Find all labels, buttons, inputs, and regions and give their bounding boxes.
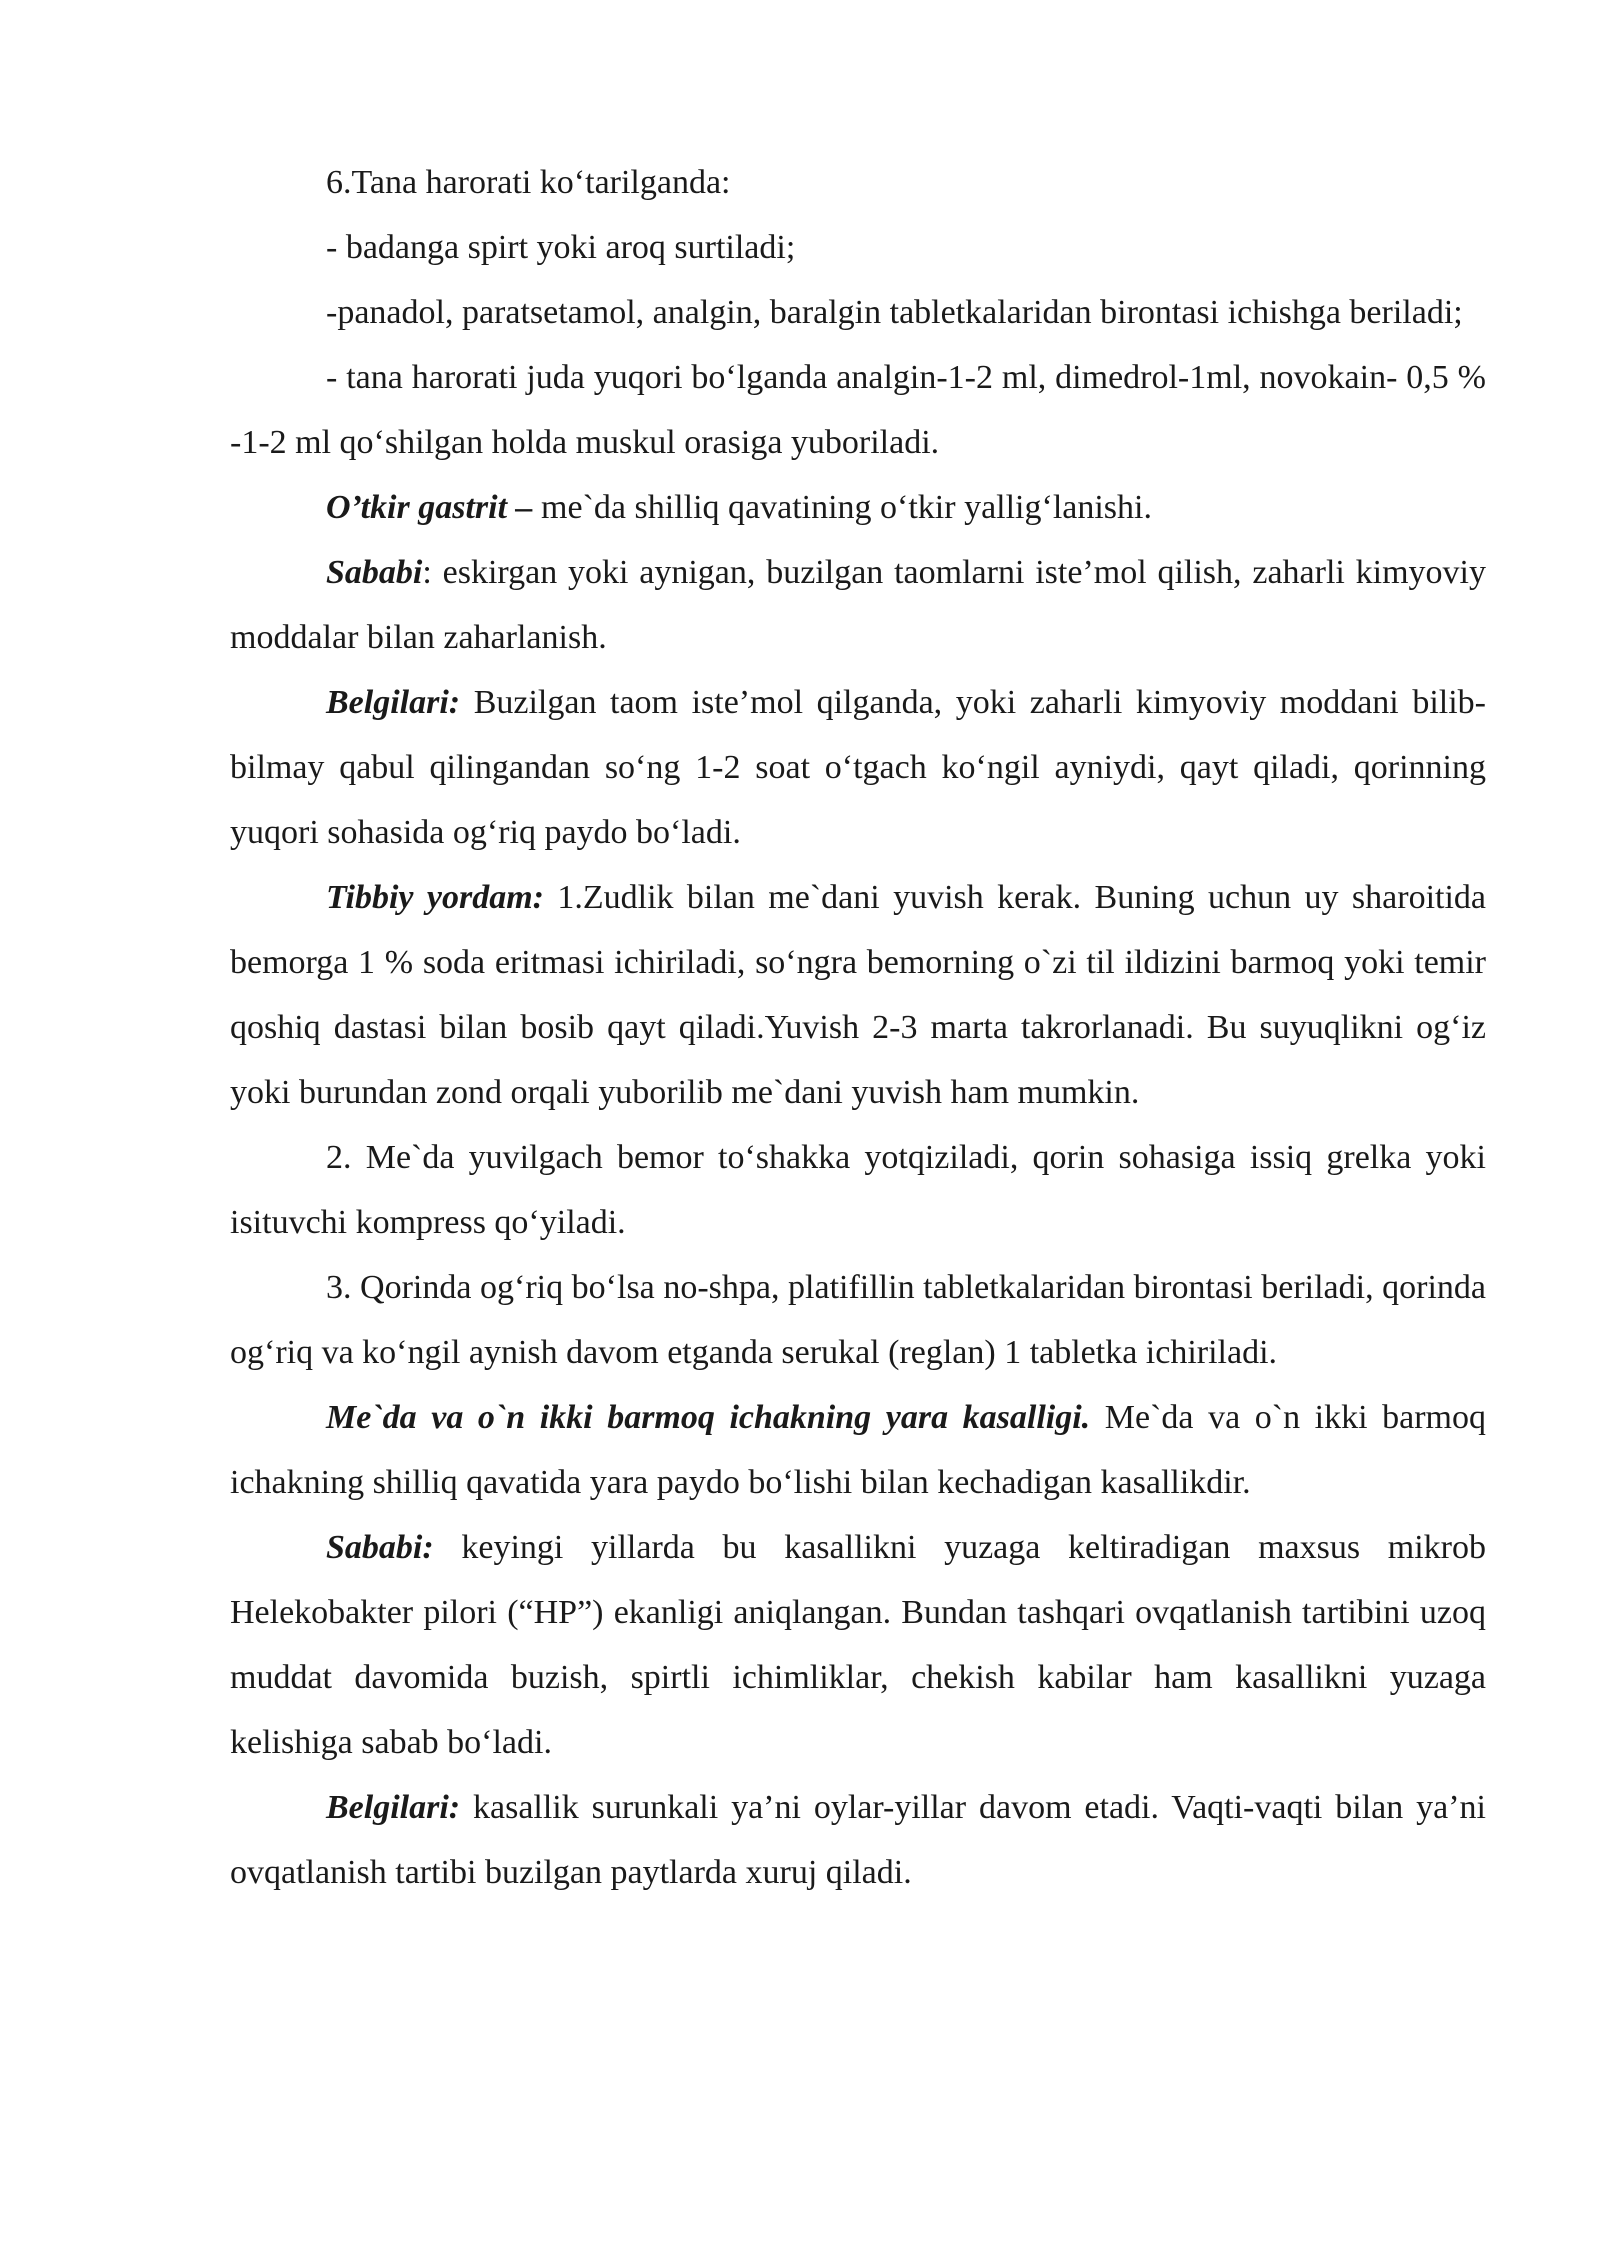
paragraph [230, 1125, 1486, 1255]
paragraph-text: me`da shilliq qavatining o‘tkir yallig‘lanishi. [532, 489, 1152, 526]
paragraph-text: - badanga spirt yoki aroq surtiladi; [326, 229, 796, 266]
paragraph [230, 670, 1486, 865]
paragraph [230, 1775, 1486, 1905]
paragraph-lead: Belgilari: [326, 684, 461, 721]
paragraph [230, 865, 1486, 1125]
paragraph-lead: Tibbiy yordam: [326, 879, 544, 916]
paragraph-text: keyingi yillarda bu kasallikni yuzaga keltiradigan maxsus mikrob Helekobakter pilori (“HP”) ekanligi aniqlangan. Bundan tashqari ovqatlanish tartibini uzoq muddat davomida buzish, spirtli ichimliklar, chekish kabilar ham kasallikni yuzaga kelishiga sabab bo‘ladi. [230, 1529, 1486, 1761]
paragraph-lead: O’tkir gastrit – [326, 489, 533, 526]
paragraph-text: Me`da va o`n ikki barmoq ichakning shilliq qavatida yara paydo bo‘lishi bilan kechadigan kasallikdir. [230, 1399, 1486, 1501]
paragraph-text: Buzilgan taom iste’mol qilganda, yoki zaharli kimyoviy moddani bilib-bilmay qabul qilingandan so‘ng 1-2 soat o‘tgach ko‘ngil ayniydi, qayt qiladi, qorinning yuqori sohasida og‘riq paydo bo‘ladi. [230, 684, 1486, 851]
paragraph-text: -panadol, paratsetamol, analgin, baralgin tabletkalaridan birontasi ichishga beriladi; [326, 294, 1463, 331]
paragraph-lead: Me`da va o`n ikki barmoq ichakning yara kasalligi. [326, 1399, 1091, 1436]
paragraph [230, 1515, 1486, 1775]
paragraph [230, 280, 1486, 345]
paragraph [230, 540, 1486, 670]
paragraph-lead: Sababi: [326, 1529, 434, 1566]
paragraph [230, 215, 1486, 280]
paragraph-text: 6.Tana harorati ko‘tarilganda: [326, 164, 731, 201]
paragraph-text: : eskirgan yoki aynigan, buzilgan taomlarni iste’mol qilish, zaharli kimyoviy moddalar bilan zaharlanish. [230, 554, 1486, 656]
paragraph [230, 1385, 1486, 1515]
paragraph [230, 1255, 1486, 1385]
paragraph-lead: Sababi [326, 554, 423, 591]
paragraph [230, 345, 1486, 475]
paragraph-text: 2. Me`da yuvilgach bemor to‘shakka yotqiziladi, qorin sohasiga issiq grelka yoki isituvchi kompress qo‘yiladi. [230, 1139, 1486, 1241]
paragraph-text: kasallik surunkali ya’ni oylar-yillar davom etadi. Vaqti-vaqti bilan ya’ni ovqatlanish tartibi buzilgan paytlarda xuruj qiladi. [230, 1789, 1486, 1891]
paragraph [230, 150, 1486, 215]
document-body [230, 150, 1486, 1905]
paragraph-lead: Belgilari: [326, 1789, 461, 1826]
paragraph-text: - tana harorati juda yuqori bo‘lganda analgin-1-2 ml, dimedrol-1ml, novokain- 0,5 % -1-2 ml qo‘shilgan holda muskul orasiga yuboriladi. [230, 359, 1486, 461]
paragraph-text: 1.Zudlik bilan me`dani yuvish kerak. Buning uchun uy sharoitida bemorga 1 % soda eritmasi ichiriladi, so‘ngra bemorning o`zi til ildizini barmoq yoki temir qoshiq dastasi bilan bosib qayt qiladi.Yuvish 2-3 marta takrorlanadi. Bu suyuqlikni og‘iz yoki burundan zond orqali yuborilib me`dani yuvish ham mumkin. [230, 879, 1486, 1111]
paragraph-text: 3. Qorinda og‘riq bo‘lsa no-shpa, platifillin tabletkalaridan birontasi beriladi, qorinda og‘riq va ko‘ngil aynish davom etganda serukal (reglan) 1 tabletka ichiriladi. [230, 1269, 1486, 1371]
paragraph [230, 475, 1486, 540]
